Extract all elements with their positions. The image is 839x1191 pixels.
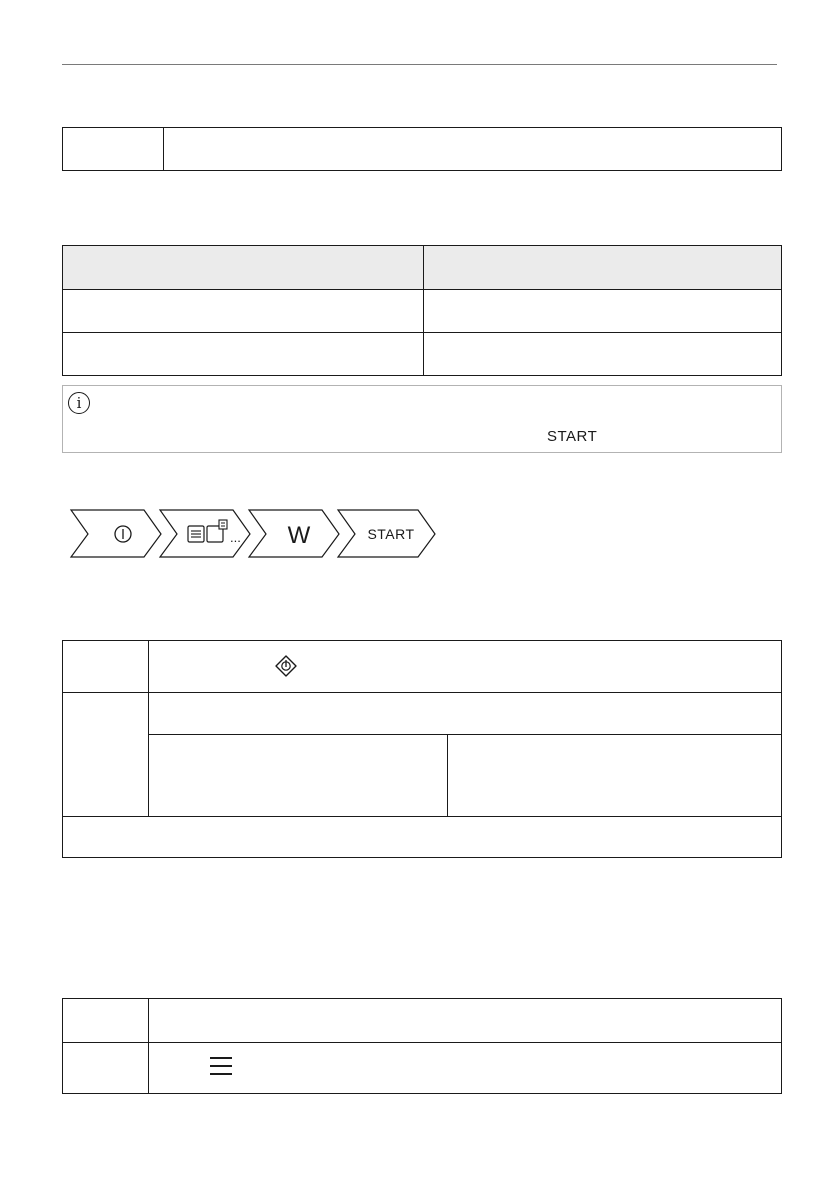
table-row-divider [63, 816, 781, 817]
table-steps-3 [62, 998, 782, 1094]
table-column-divider [163, 128, 164, 170]
process-step-start [338, 510, 435, 557]
table-row-divider [148, 734, 781, 735]
page-top-rule [62, 64, 777, 65]
table-settings [62, 245, 782, 376]
table-column-divider [423, 246, 424, 375]
process-step-watt [249, 510, 339, 557]
hamburger-menu-icon [208, 1055, 234, 1077]
process-step-power [71, 510, 161, 557]
table-row-divider [148, 692, 781, 693]
process-step-functions-label: ... [230, 530, 241, 545]
table-step-1 [62, 127, 782, 171]
table-column-divider [148, 641, 149, 816]
table-row-divider [63, 1042, 781, 1043]
info-note [62, 385, 782, 453]
table-steps-2 [62, 640, 782, 858]
start-pause-diamond-icon [274, 654, 298, 678]
info-note-start-label: START [547, 428, 598, 445]
table-column-divider [148, 999, 149, 1093]
table-column-divider [447, 734, 448, 816]
table-row-divider [63, 289, 781, 290]
process-step-functions [160, 510, 250, 557]
table-row-divider [63, 692, 148, 693]
table-header-row [63, 246, 781, 289]
process-step-start-label: START [367, 526, 415, 542]
process-steps-diagram [66, 505, 446, 565]
info-icon: i [68, 392, 90, 414]
table-row-divider [63, 332, 781, 333]
process-step-watt-label: W [287, 522, 311, 549]
